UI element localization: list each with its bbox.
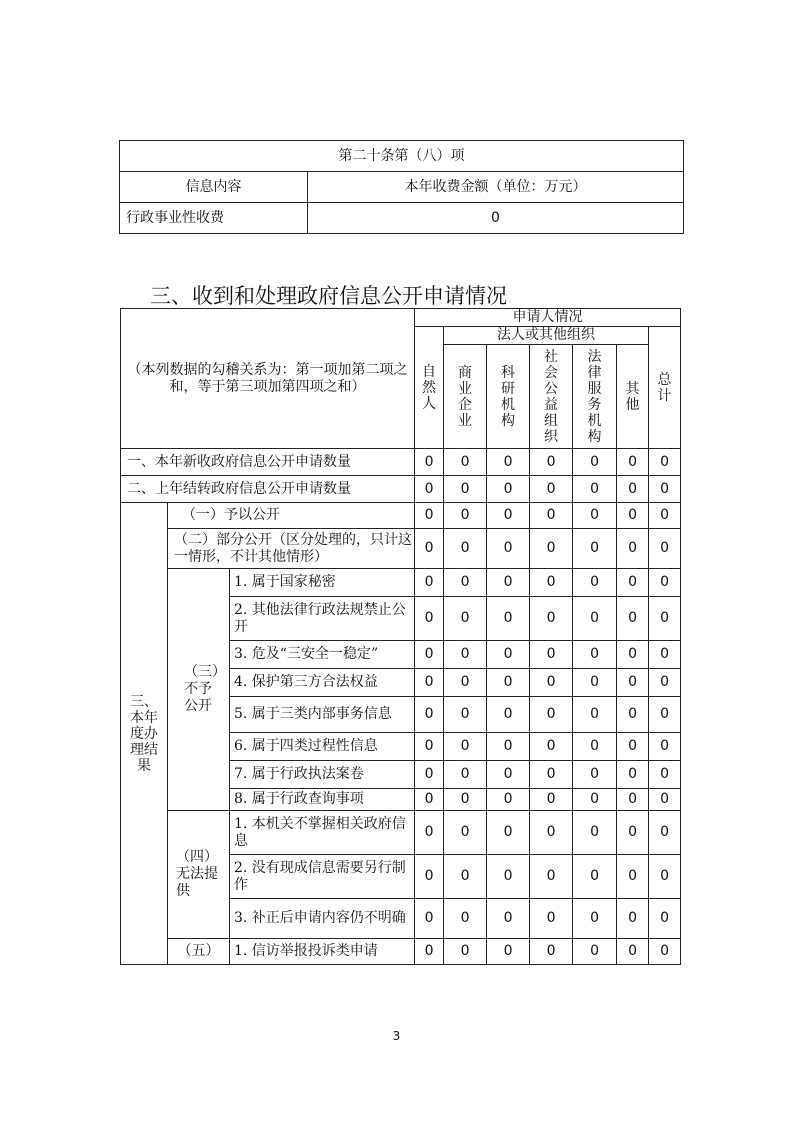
value-cell: 0 xyxy=(530,597,573,641)
value-cell: 0 xyxy=(573,449,617,476)
value-cell: 0 xyxy=(415,529,444,569)
value-cell: 0 xyxy=(573,529,617,569)
col-other: 其他 xyxy=(617,345,649,449)
row-label-deny: 5. 属于三类内部事务信息 xyxy=(230,697,415,733)
col-public-welfare: 社会公益组织 xyxy=(530,345,573,449)
fee-col-content: 信息内容 xyxy=(120,172,308,203)
value-cell: 0 xyxy=(617,569,649,597)
value-cell: 0 xyxy=(573,939,617,965)
row-label-deny: 8. 属于行政查询事项 xyxy=(230,789,415,811)
value-cell: 0 xyxy=(649,449,681,476)
value-cell: 0 xyxy=(649,733,681,761)
value-cell: 0 xyxy=(617,476,649,503)
value-cell: 0 xyxy=(617,811,649,855)
value-cell: 0 xyxy=(444,476,487,503)
value-cell: 0 xyxy=(573,697,617,733)
fee-row-label: 行政事业性收费 xyxy=(120,203,308,234)
value-cell: 0 xyxy=(617,669,649,697)
value-cell: 0 xyxy=(573,733,617,761)
row-label-partial: （二）部分公开（区分处理的，只计这一情形，不计其他情形） xyxy=(168,529,415,569)
value-cell: 0 xyxy=(617,529,649,569)
value-cell: 0 xyxy=(444,569,487,597)
group-label-five: （五） xyxy=(168,939,230,965)
value-cell: 0 xyxy=(530,641,573,669)
value-cell: 0 xyxy=(415,641,444,669)
group-label-unable: （四）无法提供 xyxy=(168,811,230,939)
value-cell: 0 xyxy=(444,899,487,939)
value-cell: 0 xyxy=(573,669,617,697)
value-cell: 0 xyxy=(573,597,617,641)
value-cell: 0 xyxy=(649,529,681,569)
value-cell: 0 xyxy=(487,899,530,939)
value-cell: 0 xyxy=(649,855,681,899)
value-cell: 0 xyxy=(530,449,573,476)
row-label-deny: 1. 属于国家秘密 xyxy=(230,569,415,597)
value-cell: 0 xyxy=(617,733,649,761)
row-label-deny: 3. 危及“三安全一稳定” xyxy=(230,641,415,669)
value-cell: 0 xyxy=(415,669,444,697)
section-heading: 三、收到和处理政府信息公开申请情况 xyxy=(150,284,507,308)
value-cell: 0 xyxy=(415,789,444,811)
value-cell: 0 xyxy=(415,476,444,503)
value-cell: 0 xyxy=(444,669,487,697)
value-cell: 0 xyxy=(530,789,573,811)
value-cell: 0 xyxy=(444,733,487,761)
value-cell: 0 xyxy=(444,529,487,569)
col-total: 总计 xyxy=(649,327,681,449)
value-cell: 0 xyxy=(573,761,617,789)
value-cell: 0 xyxy=(487,597,530,641)
value-cell: 0 xyxy=(444,697,487,733)
value-cell: 0 xyxy=(649,597,681,641)
value-cell: 0 xyxy=(487,697,530,733)
value-cell: 0 xyxy=(573,811,617,855)
value-cell: 0 xyxy=(573,476,617,503)
value-cell: 0 xyxy=(444,503,487,529)
value-cell: 0 xyxy=(487,569,530,597)
note-cell: （本列数据的勾稽关系为：第一项加第二项之和，等于第三项加第四项之和） xyxy=(121,309,415,449)
value-cell: 0 xyxy=(487,761,530,789)
value-cell: 0 xyxy=(573,855,617,899)
value-cell: 0 xyxy=(530,569,573,597)
row-label-deny: 2. 其他法律行政法规禁止公开 xyxy=(230,597,415,641)
value-cell: 0 xyxy=(530,529,573,569)
row-label-unable: 1. 本机关不掌握相关政府信息 xyxy=(230,811,415,855)
value-cell: 0 xyxy=(617,449,649,476)
value-cell: 0 xyxy=(487,811,530,855)
row-label-deny: 4. 保护第三方合法权益 xyxy=(230,669,415,697)
value-cell: 0 xyxy=(444,641,487,669)
value-cell: 0 xyxy=(415,597,444,641)
value-cell: 0 xyxy=(415,939,444,965)
value-cell: 0 xyxy=(530,733,573,761)
value-cell: 0 xyxy=(649,939,681,965)
value-cell: 0 xyxy=(487,529,530,569)
row-label-new: 一、本年新收政府信息公开申请数量 xyxy=(121,449,415,476)
col-legal-service: 法律服务机构 xyxy=(573,345,617,449)
value-cell: 0 xyxy=(530,503,573,529)
header-legal-entity: 法人或其他组织 xyxy=(444,327,649,345)
value-cell: 0 xyxy=(415,899,444,939)
value-cell: 0 xyxy=(487,855,530,899)
value-cell: 0 xyxy=(617,789,649,811)
value-cell: 0 xyxy=(530,811,573,855)
value-cell: 0 xyxy=(487,476,530,503)
col-research: 科研机构 xyxy=(487,345,530,449)
value-cell: 0 xyxy=(617,761,649,789)
row-label-deny: 6. 属于四类过程性信息 xyxy=(230,733,415,761)
value-cell: 0 xyxy=(487,449,530,476)
group-label-results: 三、本年度办理结果 xyxy=(121,503,168,965)
value-cell: 0 xyxy=(415,503,444,529)
value-cell: 0 xyxy=(487,789,530,811)
value-cell: 0 xyxy=(617,939,649,965)
value-cell: 0 xyxy=(530,855,573,899)
value-cell: 0 xyxy=(617,641,649,669)
value-cell: 0 xyxy=(530,939,573,965)
value-cell: 0 xyxy=(649,669,681,697)
value-cell: 0 xyxy=(415,449,444,476)
value-cell: 0 xyxy=(444,939,487,965)
row-label-unable: 2. 没有现成信息需要另行制作 xyxy=(230,855,415,899)
value-cell: 0 xyxy=(617,855,649,899)
value-cell: 0 xyxy=(573,503,617,529)
fee-table xyxy=(119,140,684,234)
row-label-carry: 二、上年结转政府信息公开申请数量 xyxy=(121,476,415,503)
value-cell: 0 xyxy=(444,597,487,641)
value-cell: 0 xyxy=(649,569,681,597)
fee-row-value: 0 xyxy=(308,203,684,234)
value-cell: 0 xyxy=(487,669,530,697)
value-cell: 0 xyxy=(444,789,487,811)
col-natural-person: 自然人 xyxy=(415,327,444,449)
value-cell: 0 xyxy=(444,761,487,789)
value-cell: 0 xyxy=(415,761,444,789)
row-label-open: （一）予以公开 xyxy=(168,503,415,529)
row-label-deny: 7. 属于行政执法案卷 xyxy=(230,761,415,789)
value-cell: 0 xyxy=(444,811,487,855)
value-cell: 0 xyxy=(530,761,573,789)
fee-table-title: 第二十条第（八）项 xyxy=(120,141,684,172)
value-cell: 0 xyxy=(487,503,530,529)
value-cell: 0 xyxy=(530,899,573,939)
value-cell: 0 xyxy=(530,697,573,733)
value-cell: 0 xyxy=(649,789,681,811)
value-cell: 0 xyxy=(573,641,617,669)
value-cell: 0 xyxy=(573,789,617,811)
page-number: 3 xyxy=(392,1029,401,1043)
col-business: 商业企业 xyxy=(444,345,487,449)
value-cell: 0 xyxy=(415,697,444,733)
value-cell: 0 xyxy=(415,733,444,761)
value-cell: 0 xyxy=(487,733,530,761)
fee-col-amount: 本年收费金额（单位：万元） xyxy=(308,172,684,203)
value-cell: 0 xyxy=(573,569,617,597)
value-cell: 0 xyxy=(649,697,681,733)
value-cell: 0 xyxy=(649,503,681,529)
value-cell: 0 xyxy=(617,899,649,939)
group-label-deny: （三）不予公开 xyxy=(168,569,230,811)
value-cell: 0 xyxy=(649,641,681,669)
application-stats-table xyxy=(120,308,681,965)
value-cell: 0 xyxy=(649,476,681,503)
row-label-unable: 3. 补正后申请内容仍不明确 xyxy=(230,899,415,939)
value-cell: 0 xyxy=(649,811,681,855)
value-cell: 0 xyxy=(649,899,681,939)
value-cell: 0 xyxy=(444,855,487,899)
value-cell: 0 xyxy=(573,899,617,939)
value-cell: 0 xyxy=(415,569,444,597)
value-cell: 0 xyxy=(617,697,649,733)
value-cell: 0 xyxy=(530,669,573,697)
value-cell: 0 xyxy=(530,476,573,503)
value-cell: 0 xyxy=(617,597,649,641)
value-cell: 0 xyxy=(415,855,444,899)
value-cell: 0 xyxy=(444,449,487,476)
value-cell: 0 xyxy=(487,641,530,669)
value-cell: 0 xyxy=(649,761,681,789)
value-cell: 0 xyxy=(617,503,649,529)
value-cell: 0 xyxy=(415,811,444,855)
value-cell: 0 xyxy=(487,939,530,965)
header-applicant: 申请人情况 xyxy=(415,309,681,327)
row-label-five: 1. 信访举报投诉类申请 xyxy=(230,939,415,965)
